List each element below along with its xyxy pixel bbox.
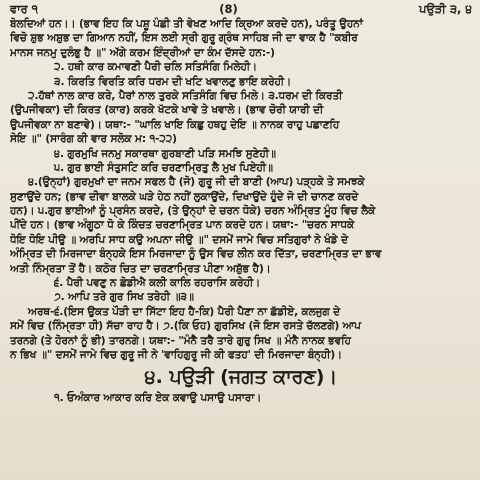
text-line: ਧੋਇ ਧੋਇ ਪੀਉ ॥ ਅਰਪਿ ਸਾਧ ਕਉ ਅਪਨਾ ਜੀਉ ॥" ਦਸਮੇਂ ਜਾਮੇ ਵਿਚ ਸਤਿਗੁਰਾਂ ਨੇ ਖੰਡੇ ਦੇ	[10, 233, 348, 246]
text-line: ਵਿਚੋ ਸ਼ੁਭ ਅਸ਼ੁਭ ਦਾ ਗਿਆਨ ਨਹੀਂ, ਇਸ ਲਈ ਸ੍ਰੀ ਗੁਰੂ ਗ੍ਰੰਥ ਸਾਹਿਬ ਜੀ ਦਾ ਵਾਕ ਹੈ "ਕਬੀਰ	[10, 32, 358, 45]
body-text	[10, 17, 472, 362]
header-left: ਵਾਰ ੧	[10, 2, 38, 16]
text-line: ਅਰਥ-੬.(ਇਸ ਉਕਤ ਪੌੜੀ ਦਾ ਸਿੱਟਾ ਇਹ ਹੈ-ਕਿ) ਪੈਰੀ ਪੈਣਾ ਨਾ ਛੱਡੀਏ, ਕਲਜੁਗ ਦੇ	[28, 305, 341, 318]
text-line: ਸਮੇਂ ਵਿਚ (ਨਿੰਮ੍ਰਤਾ ਹੀ) ਸੱਚਾ ਰਾਹ ਹੈ। ੭.(ਕਿ ਓਹ) ਗੁਰਸਿਖ (ਜੋ ਇਸ ਰਸਤੇ ਚੱਲਣਗੇ) ਆਪ	[10, 320, 361, 333]
header-right: ਪਉੜੀ ੩, ੪	[419, 2, 472, 16]
text-line: (ਉਪਜੀਵਕਾ) ਦੀ ਕਿਰਤ (ਕਾਰ) ਕਰਕੇ ਖੱਟਕੇ ਖਾਵੇ ਤੇ ਖਵਾਲੇ। (ਭਾਵ ਚੋਰੀ ਯਾਰੀ ਦੀ	[10, 104, 324, 117]
text-line: ਨ ਭਿਖ ॥" ਦਸਮੇਂ ਜਾਮੇ ਵਿਚ ਗੁਰੂ ਜੀ ਨੇ 'ਵਾਹਿਗੁਰੂ ਜੀ ਕੀ ਫਤਹ' ਦੀ ਮਿਰਜਾਦਾ ਬੰਨ੍ਹੀ)।	[10, 348, 343, 361]
text-line: ਤਰਨਗੇ (ਤੇ ਹੋਰਨਾਂ ਨੂੰ ਭੀ) ਤਾਰਨਗੇ। ਯਥਾ:- "ਮੰਨੈ ਤਰੈ ਤਾਰੇ ਗੁਰੁ ਸਿਖ ॥ ਮੰਨੈ ਨਾਨਕ ਭਵਹਿ	[10, 334, 351, 347]
text-line: ੩. ਕਿਰਤਿ ਵਿਰਤਿ ਕਰਿ ਧਰਮ ਦੀ ਖਟਿ ਖਵਾਲਣੁ ਭਾਇ ਕਰੇਹੀ।	[54, 75, 292, 88]
text-line: ਉਪਜੀਵਕਾ ਨਾ ਬਣਾਵੇ)। ਯਥਾ:- "ਘਾਲਿ ਖਾਇ ਕਿਛੁ ਹਥਹੁ ਦੇਇ ॥ ਨਾਨਕ ਰਾਹੁ ਪਛਾਣਹਿ	[10, 118, 340, 131]
text-line: ਮਾਨਸ ਜਨਮੁ ਦੁਲੰਭੁ ਹੈ ॥" ਅੱਗੇ ਕਰਮ ਇੰਦ੍ਰੀਆਂ ਦਾ ਕੰਮ ਦੱਸਦੇ ਹਨ:-)	[10, 46, 275, 59]
text-line: ੭. ਆਪਿ ਤਰੇ ਗੁਰ ਸਿਖ ਤਰੇਹੀ ॥੩॥	[54, 291, 194, 304]
text-line: ੪.(ਉਨ੍ਹਾਂ) ਗੁਰਮੁਖਾਂ ਦਾ ਜਨਮ ਸਫਲ ਹੈ (ਜੋ) ਗੁਰੂ ਜੀ ਦੀ ਬਾਣੀ (ਆਪ) ਪੜ੍ਹਕੇ ਤੇ ਸਮਝਕੇ	[28, 176, 365, 189]
text-line: ੨.ਹੱਥਾਂ ਨਾਲ ਕਾਰ ਕਰੇ, ਪੈਰਾਂ ਨਾਲ ਤੁਰਕੇ ਸਤਿਸੰਗਿ ਵਿਚ ਮਿਲੇ। ੩.ਧਰਮ ਦੀ ਕਿਰਤੀ	[28, 89, 343, 102]
text-line: ਬੋਲਦਿਆਂ ਹਨ।। (ਭਾਵ ਇਹ ਕਿ ਪਸ਼ੂ ਪੰਛੀ ਤੀ ਵੇਖਣ ਆਦਿ ਕ੍ਰਿਆ ਕਰਦੇ ਹਨ), ਪਰੰਤੂ ਉਹਨਾਂ	[10, 18, 363, 30]
text-line: ਅਤੀ ਨਿੰਮ੍ਰਤਾ ਤੋਂ ਹੈ। ਕਠੋਰ ਚਿਤ ਦਾ ਚਰਣਾਮ੍ਰਿਤ ਪੀਣਾ ਅਸ਼ੁੱਭ ਹੈ)।	[10, 262, 271, 275]
text-line: ਸੇਇ ॥" (ਸਾਰੰਗ ਕੀ ਵਾਰ ਸਲੋਕ ਮ: ੧-੨੨)	[10, 133, 177, 146]
page-number: (8)	[219, 2, 238, 16]
text-line: ਸੁਣਾਉਂਦੇ ਹਨ; (ਭਾਵ ਦੀਵਾ ਬਾਲਕੇ ਘੜੇ ਹੇਠ ਨਹੀਂ ਲੁਕਾਉਂਦੇ, ਦਿਖਾਉਂਦੇ ਹੁੰਦੇ ਜੋ ਦੀ ਚਾਨਣ ਕਰਦੇ	[10, 190, 359, 203]
text-line: ੪. ਗੁਰਮੁਖਿ ਜਨਮੁ ਸਕਾਰਥਾ ਗੁਰਬਾਣੀ ਪੜਿ ਸਮਝਿ ਸੁਣੇਹੀ॥	[54, 147, 276, 160]
text-line: ੬. ਪੈਰੀ ਪਵਣੁ ਨ ਛੋਡੀਐ ਕਲੀ ਕਾਲਿ ਰਹਰਾਸਿ ਕਰੇਹੀ।	[54, 277, 261, 290]
text-line: ੫. ਗੁਰ ਭਾਈ ਸੰਤੁਸਟਿ ਕਰਿ ਚਰਣਾਮ੍ਰਿਤੁ ਲੈ ਮੁਖ ਪਿਏਹੀ॥	[54, 161, 273, 174]
text-line: ੨. ਹਥੀ ਕਾਰ ਕਮਾਵਣੀ ਪੈਰੀ ਚਲਿ ਸਤਿਸੰਗਿ ਮਿਲੇਹੀ।	[54, 61, 258, 74]
section-title: ੪. ਪਉੜੀ (ਜਗਤ ਕਾਰਣ)।	[144, 366, 338, 389]
last-line: ੧. ਓਅੰਕਾਰ ਆਕਾਰ ਕਰਿ ਏਕ ਕਵਾਉ ਪਸਾਉ ਪਸਾਰਾ।	[54, 392, 262, 405]
text-line: ਪੀਂਦੇ ਹਨ। (ਭਾਵ ਅੰਗੂਠਾ ਧੋ ਕੇ ਕਿੰਚਤ ਚਰਣਾਮ੍ਰਿਤ ਪਾਨ ਕਰਦੇ ਹਨ। ਯਥਾ:- "ਚਰਨ ਸਾਧਕੇ	[10, 219, 355, 232]
text-line: ਅੰਮ੍ਰਿਤ ਦੀ ਮਿਰਜਾਦਾ ਬੰਨ੍ਹਕੇ ਇਸ ਮਿਰਜਾਦਾ ਨੂੰ ਉਸ ਵਿਚ ਲੀਨ ਕਰ ਦਿੱਤਾ, ਚਰਣਾਮ੍ਰਿਤ ਦਾ ਭਾਵ	[10, 248, 382, 261]
page-header	[10, 2, 472, 16]
text-line: ਹਨ)। ੫.ਗੁਰ ਭਾਈਆਂ ਨੂੰ ਪ੍ਰਸੰਨ ਕਰਦੇ, (ਤੇ ਉਨ੍ਹਾਂ ਦੇ ਚਰਨ ਧੋਕੇ) ਚਰਨ ਅੰਮ੍ਰਿਤ ਮੂੰਹ ਵਿਚ ਲੈਕੇ	[10, 205, 376, 218]
